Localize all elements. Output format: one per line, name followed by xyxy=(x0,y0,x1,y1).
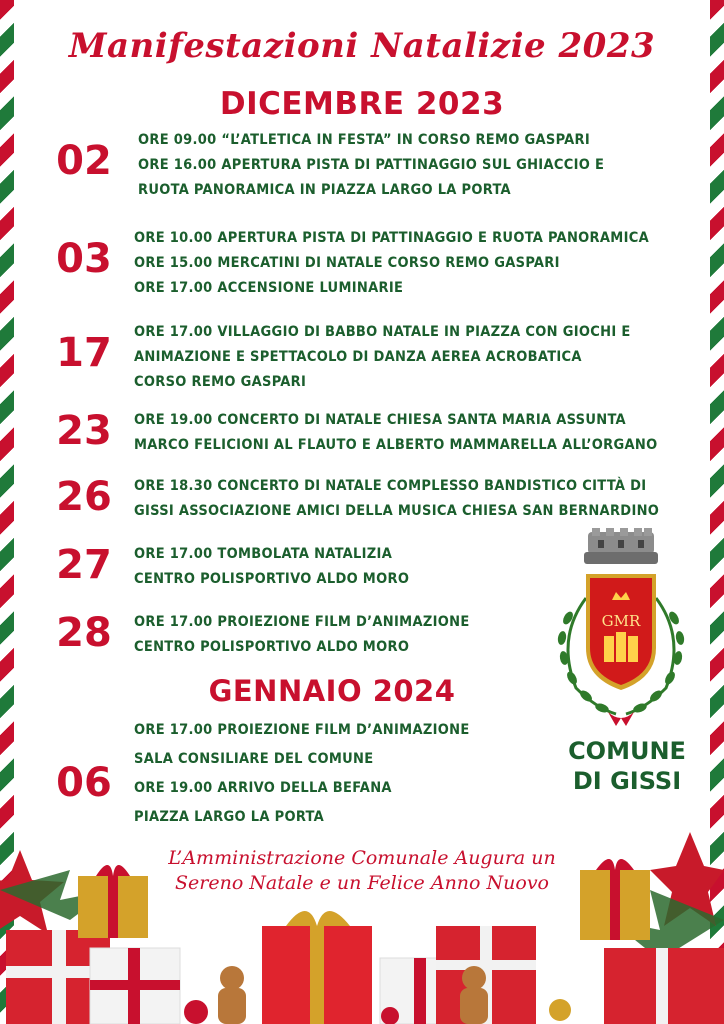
event-day-02: 02 xyxy=(56,138,112,184)
event-line: ORE 19.00 CONCERTO DI NATALE CHIESA SANTA MARIA ASSUNTA xyxy=(134,412,626,428)
comune-line-2: DI GISSI xyxy=(572,767,682,795)
event-day-27: 27 xyxy=(56,542,112,588)
event-details-17 xyxy=(134,320,674,395)
gift-box-icon xyxy=(262,911,372,1024)
event-line: ANIMAZIONE E SPETTACOLO DI DANZA AEREA ACROBATICA xyxy=(134,349,582,365)
municipal-crest-icon xyxy=(546,528,696,728)
event-line: ORE 17.00 TOMBOLATA NATALIZIA xyxy=(134,546,393,562)
bauble-icon xyxy=(549,999,571,1021)
event-line: ORE 17.00 PROIEZIONE FILM D’ANIMAZIONE xyxy=(134,722,470,738)
event-line: ORE 18.30 CONCERTO DI NATALE COMPLESSO BANDISTICO CITTÀ DI xyxy=(134,478,647,494)
comune-line-1: COMUNE xyxy=(568,737,686,765)
shield-icon xyxy=(586,574,656,690)
event-line: CENTRO POLISPORTIVO ALDO MORO xyxy=(134,639,410,655)
event-day-03: 03 xyxy=(56,236,112,282)
event-day-17: 17 xyxy=(56,330,112,376)
svg-text:GMR: GMR xyxy=(601,612,641,630)
event-line: ORE 09.00 “L’ATLETICA IN FESTA” IN CORSO REMO GASPARI xyxy=(138,132,591,148)
crown-icon xyxy=(584,528,658,564)
event-day-28: 28 xyxy=(56,610,112,656)
gingerbread-man-icon xyxy=(460,966,488,1024)
event-day-26: 26 xyxy=(56,474,112,520)
event-line: CENTRO POLISPORTIVO ALDO MORO xyxy=(134,571,410,587)
event-line: ORE 17.00 ACCENSIONE LUMINARIE xyxy=(134,280,404,296)
poster-title: Manifestazioni Natalizie 2023 xyxy=(68,26,656,66)
greeting-message xyxy=(0,846,724,896)
event-line: CORSO REMO GASPARI xyxy=(134,374,307,390)
greeting-line-2: Sereno Natale e un Felice Anno Nuovo xyxy=(175,872,549,894)
event-day-23: 23 xyxy=(56,408,112,454)
event-line: ORE 17.00 PROIEZIONE FILM D’ANIMAZIONE xyxy=(134,614,470,630)
event-line: ORE 16.00 APERTURA PISTA DI PATTINAGGIO SUL GHIACCIO E xyxy=(138,157,605,173)
event-details-26 xyxy=(134,474,674,524)
event-line: PIAZZA LARGO LA PORTA xyxy=(134,809,324,825)
gingerbread-man-icon xyxy=(218,966,246,1024)
event-details-03 xyxy=(134,226,674,301)
comune-label xyxy=(552,736,702,796)
event-line: MARCO FELICIONI AL FLAUTO E ALBERTO MAMMARELLA ALL’ORGANO xyxy=(134,437,658,453)
event-line: ORE 10.00 APERTURA PISTA DI PATTINAGGIO E RUOTA PANORAMICA xyxy=(134,230,649,246)
gift-box-icon xyxy=(604,948,724,1024)
event-details-02 xyxy=(138,128,678,203)
event-line: SALA CONSILIARE DEL COMUNE xyxy=(134,751,374,767)
event-day-06: 06 xyxy=(56,760,112,806)
event-line: GISSI ASSOCIAZIONE AMICI DELLA MUSICA CHIESA SAN BERNARDINO xyxy=(134,503,660,519)
month-heading-december: DICEMBRE 2023 xyxy=(219,86,505,122)
month-heading-january: GENNAIO 2024 xyxy=(208,674,456,708)
greeting-line-1: L’Amministrazione Comunale Augura un xyxy=(168,847,556,869)
bauble-icon xyxy=(184,1000,208,1024)
event-line: RUOTA PANORAMICA IN PIAZZA LARGO LA PORTA xyxy=(138,182,511,198)
event-line: ORE 17.00 VILLAGGIO DI BABBO NATALE IN PIAZZA CON GIOCHI E xyxy=(134,324,631,340)
gift-box-icon xyxy=(90,948,180,1024)
event-line: ORE 15.00 MERCATINI DI NATALE CORSO REMO GASPARI xyxy=(134,255,560,271)
event-details-23 xyxy=(134,408,674,458)
event-line: ORE 19.00 ARRIVO DELLA BEFANA xyxy=(134,780,392,796)
